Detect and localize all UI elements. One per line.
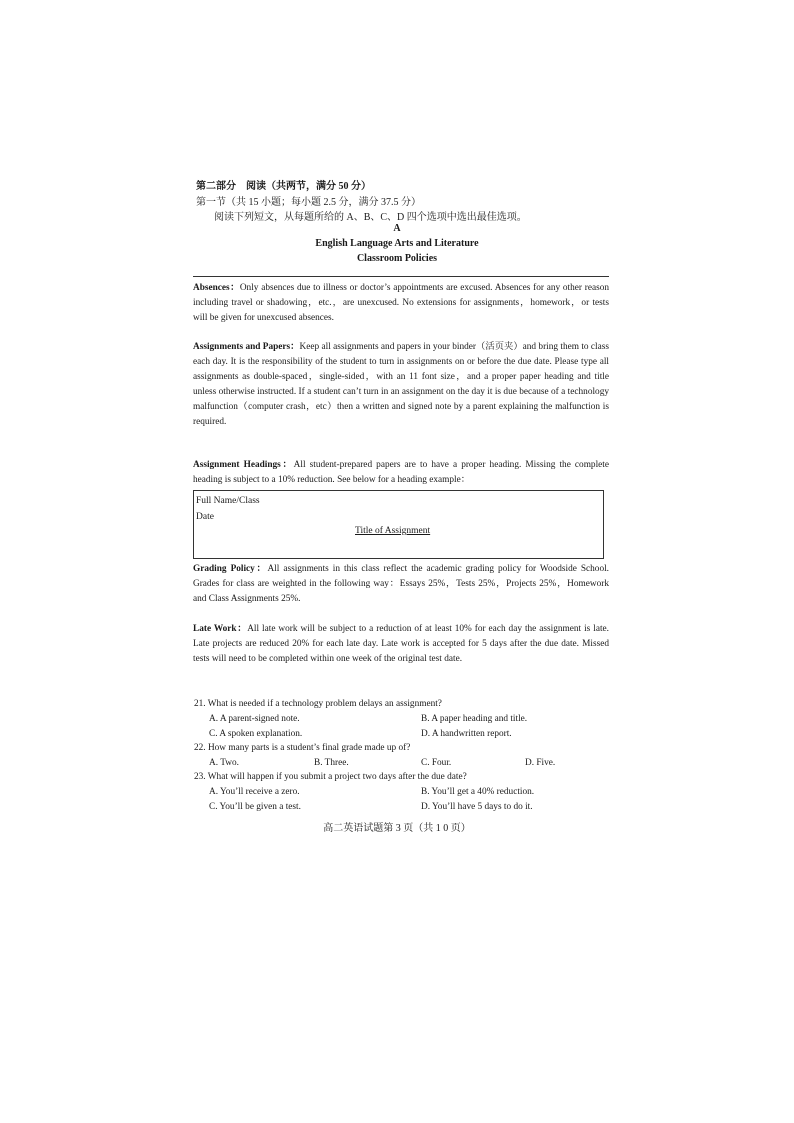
absences-paragraph xyxy=(193,281,609,326)
assignments-label: Assignments and Papers： xyxy=(193,342,300,352)
part-header: 第二部分 阅读（共两节，满分 50 分） xyxy=(196,181,371,192)
late-work-label: Late Work： xyxy=(193,624,248,634)
example-date: Date xyxy=(196,512,214,522)
question-21-option-c: C. A spoken explanation. xyxy=(209,729,303,739)
grading-paragraph xyxy=(193,562,609,607)
passage-letter: A xyxy=(393,223,401,234)
absences-label: Absences： xyxy=(193,283,240,293)
question-22: 22. How many parts is a student’s final grade made up of? xyxy=(194,743,411,753)
example-full-name: Full Name/Class xyxy=(196,496,260,506)
absences-text: Only absences due to illness or doctor’s appointments are excused. Absences for any other reason including travel or shadowing，etc.，are unexcused. No extensions for assignments，homework，or tests will be given for unexcused absences. xyxy=(193,283,610,323)
late-work-paragraph xyxy=(193,622,609,667)
question-21-option-d: D. A handwritten report. xyxy=(421,729,512,739)
assignments-text: Keep all assignments and papers in your binder（活页夹）and bring them to class each day. It is the responsibility of the student to turn in assignments on or before the due date. Please type all assignments as double-spaced，single-sided，with an 11 font size，and a proper paper heading and title unless otherwise instructed. If a student can’t turn in an assignment on the day it is due because of a technology malfunction（computer crash，etc）then a written and signed note by a parent explaining the malfunction is required. xyxy=(193,342,609,427)
question-22-option-a: A. Two. xyxy=(209,758,239,768)
grading-text: All assignments in this class reflect the academic grading policy for Woodside School. Grades for class are weighted in the following way：Essays 25%，Tests 25%，Projects 25%，Homework and Class Assignments 25%. xyxy=(193,564,609,604)
headings-paragraph xyxy=(193,458,609,488)
headings-label: Assignment Headings： xyxy=(193,460,294,470)
page-footer: 高二英语试题第 3 页（共 1 0 页） xyxy=(323,823,471,834)
late-work-text: All late work will be subject to a reduction of at least 10% for each day the assignment is late. Late projects are reduced 20% for each late day. Late work is accepted for 5 days after the due date. Missed tests will need to be completed within one week of the original test date. xyxy=(193,624,609,664)
assignments-paragraph xyxy=(193,340,609,430)
question-23: 23. What will happen if you submit a project two days after the due date? xyxy=(194,772,467,782)
grading-label: Grading Policy： xyxy=(193,564,268,574)
question-21-option-b: B. A paper heading and title. xyxy=(421,714,528,724)
question-23-option-b: B. You’ll get a 40% reduction. xyxy=(421,787,535,797)
title-divider xyxy=(193,276,609,277)
question-21: 21. What is needed if a technology problem delays an assignment? xyxy=(194,699,442,709)
headings-text: All student-prepared papers are to have a proper heading. Missing the complete heading is subject to a 10% reduction. See below for a heading example： xyxy=(193,460,609,485)
passage-title: English Language Arts and Literature xyxy=(315,238,479,249)
question-22-option-b: B. Three. xyxy=(314,758,349,768)
section-sub-header: 第一节（共 15 小题；每小题 2.5 分，满分 37.5 分） xyxy=(196,197,421,208)
question-23-option-c: C. You’ll be given a test. xyxy=(209,802,301,812)
question-21-option-a: A. A parent-signed note. xyxy=(209,714,300,724)
question-22-option-c: C. Four. xyxy=(421,758,452,768)
example-title: Title of Assignment xyxy=(355,526,431,536)
instruction: 阅读下列短文，从每题所给的 A、B、C、D 四个选项中选出最佳选项。 xyxy=(214,212,527,223)
passage-subtitle: Classroom Policies xyxy=(356,253,438,264)
question-23-option-d: D. You’ll have 5 days to do it. xyxy=(421,802,533,812)
heading-example-box xyxy=(193,490,604,559)
question-23-option-a: A. You’ll receive a zero. xyxy=(209,787,300,797)
question-22-option-d: D. Five. xyxy=(525,758,556,768)
